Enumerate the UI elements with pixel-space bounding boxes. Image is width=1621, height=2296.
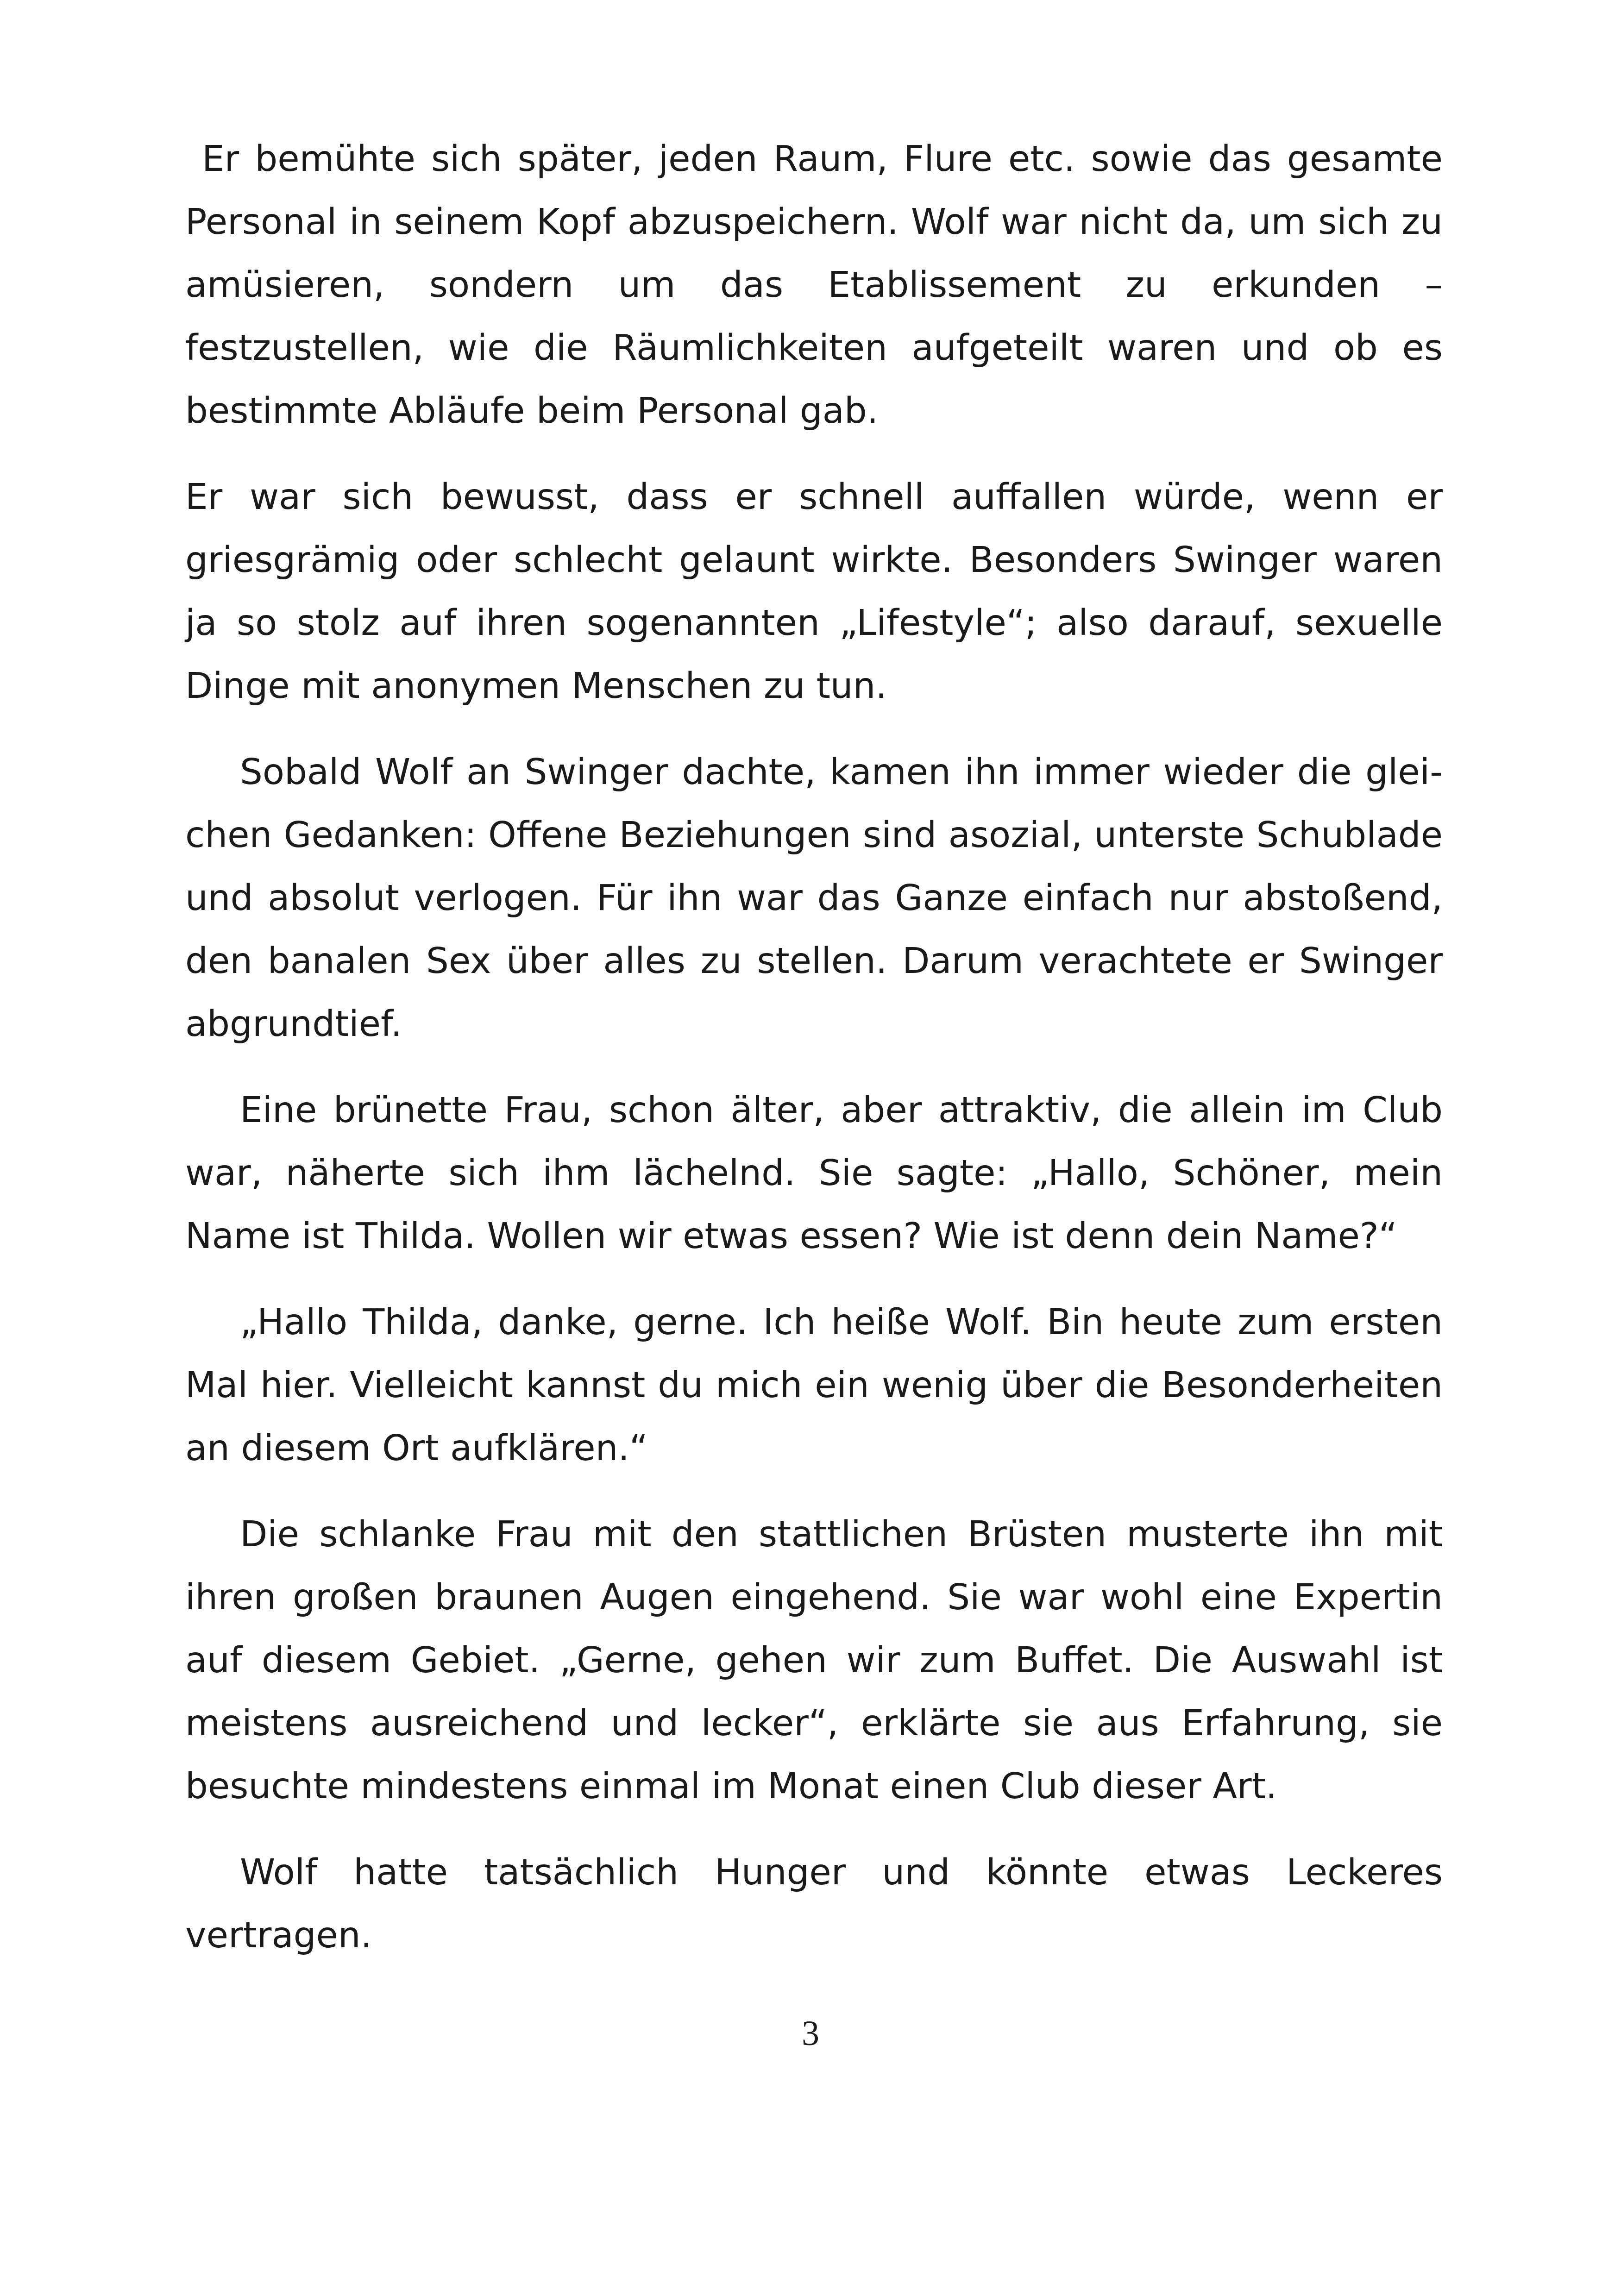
paragraph-1: Er bemühte sich später, jeden Raum, Flure etc. sowie das gesamte Personal in seinem Kopf abzuspeichern. Wolf war nicht da, um sich zu amüsieren, sondern um das Etablissement zu erkunden – festzustellen, wie die Räumlichkeiten aufgeteilt waren und ob es bestimmte Abläufe beim Personal gab. [185,138,1443,432]
paragraph-7: Wolf hatte tatsächlich Hunger und könnte etwas Leckeres vertragen. [185,1852,1443,1956]
paragraph-2: Er war sich bewusst, dass er schnell auffallen würde, wenn er griesgrämig oder schlecht gelaunt wirkte. Besonders Swinger waren ja so stolz auf ihren sogenannten „Lifestyle“; also darauf, sexuelle Dinge mit anonymen Menschen zu tun. [185,477,1443,707]
page-number: 3 [802,2014,819,2053]
paragraph-5: „Hallo Thilda, danke, gerne. Ich heiße Wolf. Bin heute zum ersten Mal hier. Vielleicht kannst du mich ein wenig über die Besonderheiten an diesem Ort aufklären.“ [185,1302,1443,1469]
body-text [185,128,1443,1990]
paragraph-3: Sobald Wolf an Swinger dachte, kamen ihn immer wieder die gleichen Gedanken: Offene Beziehungen sind asozial, unterste Schublade und absolut verlogen. Für ihn war das Ganze einfach nur abstoßend, den banalen Sex über alles zu stellen. Darum verachtete er Swinger abgrundtief. [185,752,1443,1045]
paragraph-6: Die schlanke Frau mit den stattlichen Brüsten musterte ihn mit ihren großen braunen Augen eingehend. Sie war wohl eine Expertin auf diesem Gebiet. „Gerne, gehen wir zum Buffet. Die Auswahl ist meistens ausreichend und lecker“, erklärte sie aus Erfahrung, sie besuchte mindestens einmal im Monat einen Club dieser Art. [185,1514,1443,1807]
paragraph-4: Eine brünette Frau, schon älter, aber attraktiv, die allein im Club war, näherte sich ihm lächelnd. Sie sagte: „Hallo, Schöner, mein Name ist Thilda. Wollen wir etwas essen? Wie ist denn dein Name?“ [185,1090,1443,1257]
